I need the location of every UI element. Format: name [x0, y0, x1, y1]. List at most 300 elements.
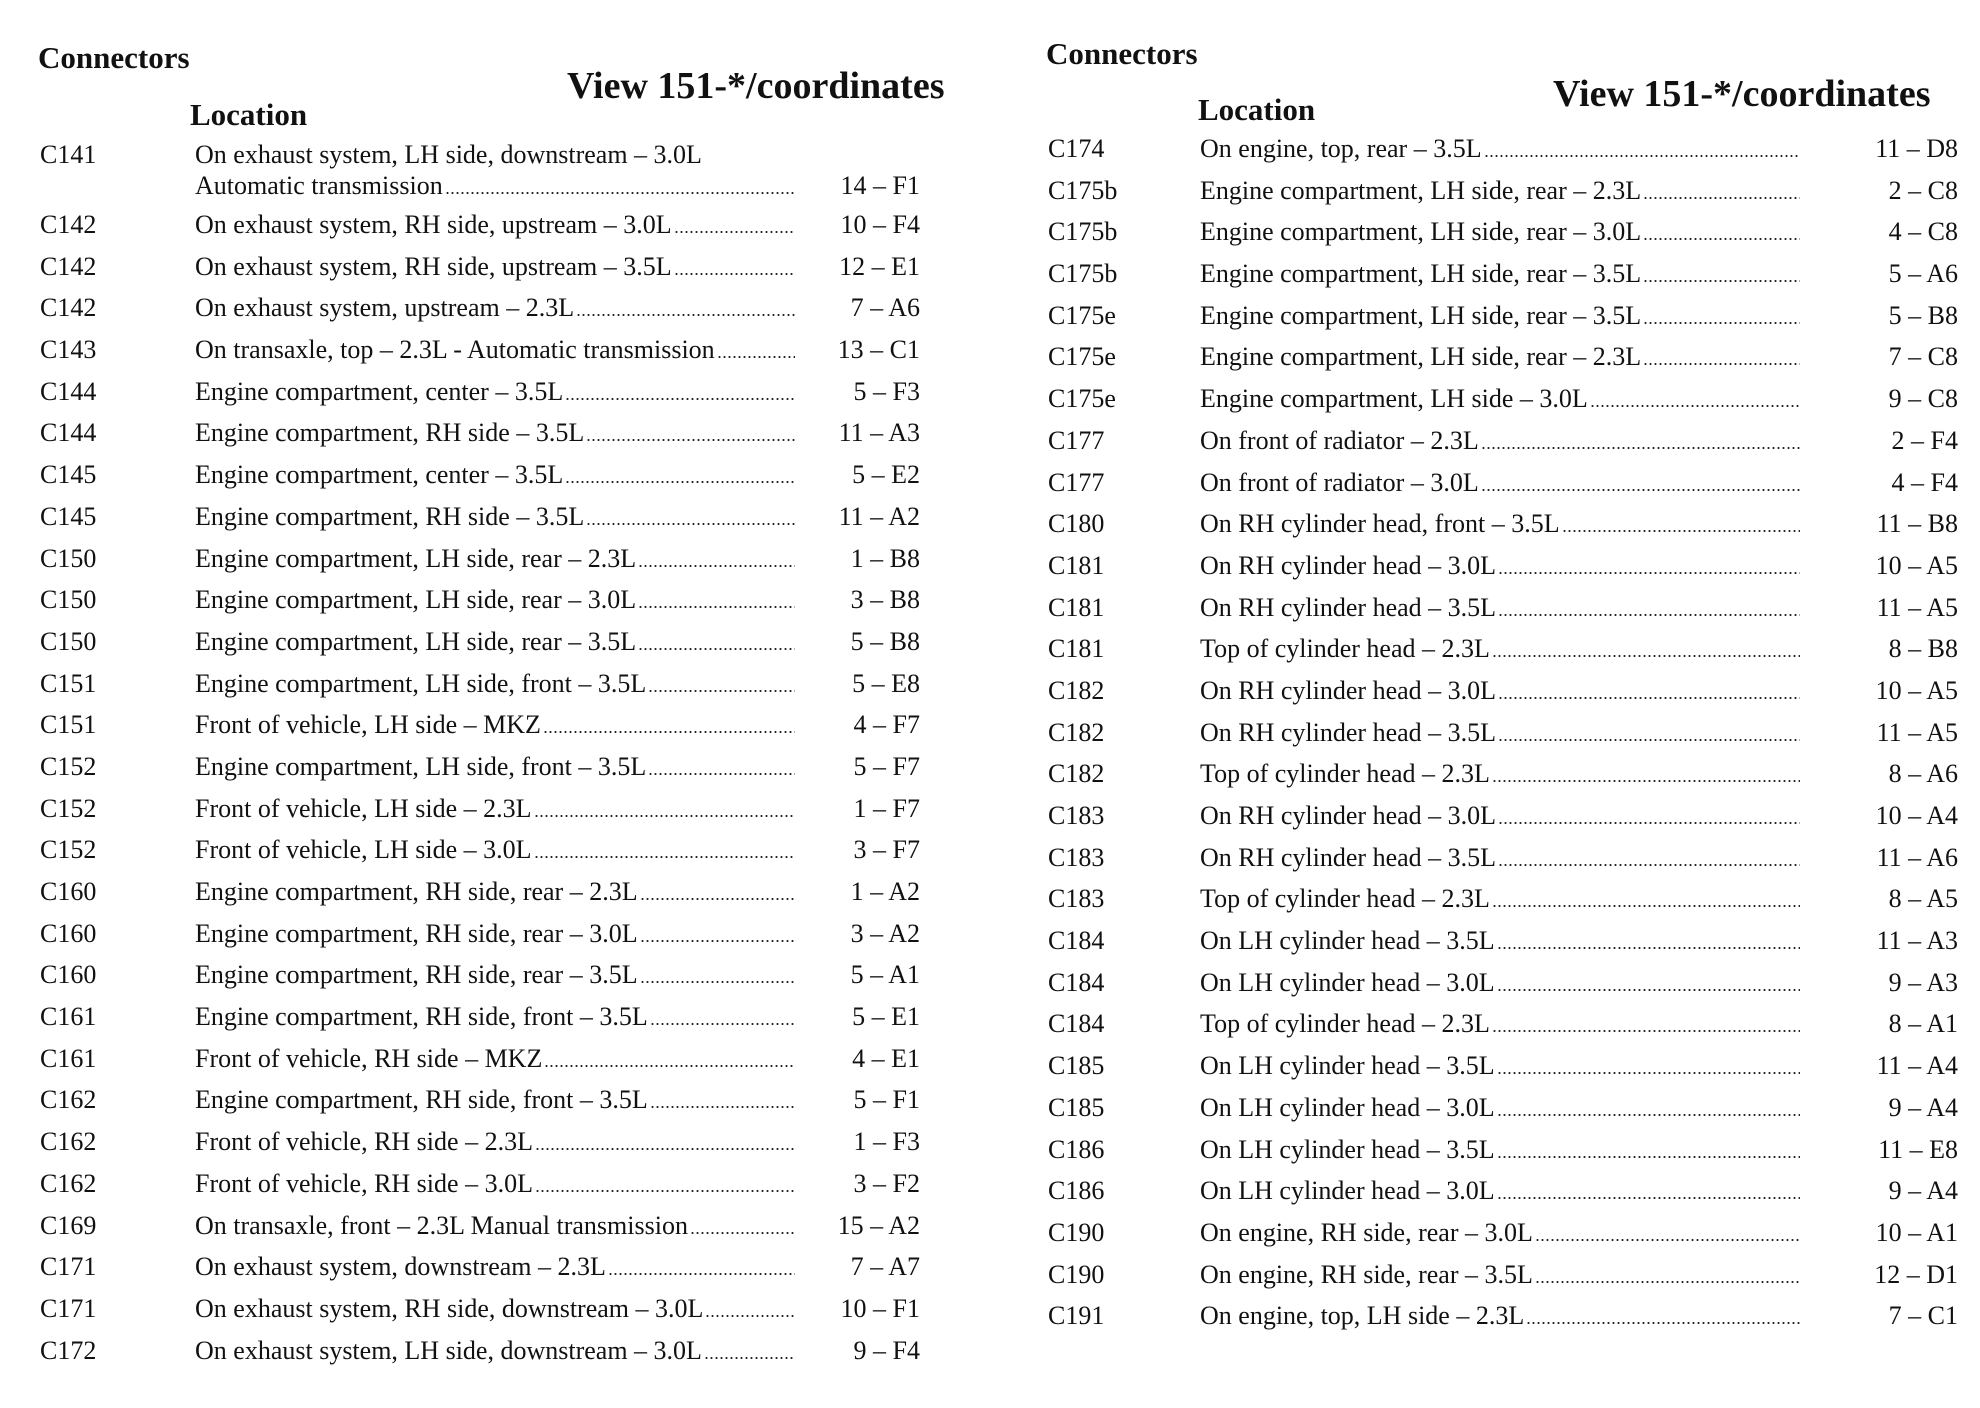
location-text: Engine compartment, LH side, rear – 2.3L — [195, 543, 637, 573]
view-coordinate: 8 – A6 — [1888, 759, 1958, 789]
connector-row — [1048, 1259, 1960, 1290]
location-text: Engine compartment, RH side, rear – 3.0L — [195, 918, 638, 948]
connector-row — [1048, 1050, 1960, 1081]
connector-code: C161 — [40, 1002, 97, 1032]
connector-code: C181 — [1048, 592, 1105, 622]
connector-code: C169 — [40, 1210, 97, 1240]
dot-leader — [648, 773, 795, 775]
connector-row — [1048, 258, 1960, 289]
connector-code: C150 — [40, 543, 97, 573]
connector-code: C181 — [1048, 634, 1105, 664]
connector-location — [195, 1293, 795, 1324]
view-coordinate: 12 – D1 — [1874, 1259, 1958, 1289]
dot-leader — [638, 565, 795, 567]
connector-row — [1048, 758, 1960, 789]
connector-row — [40, 751, 950, 782]
connector-row — [1048, 800, 1960, 831]
connector-location — [1200, 675, 1800, 706]
connector-location — [195, 543, 795, 574]
connector-code: C184 — [1048, 926, 1105, 956]
connector-code: C162 — [40, 1127, 97, 1157]
connector-location — [195, 1335, 795, 1366]
location-text: On exhaust system, upstream – 2.3L — [195, 293, 575, 323]
view-coordinate: 5 – E1 — [852, 1002, 920, 1032]
location-header: Location — [1198, 92, 1316, 127]
connector-row — [1048, 1300, 1960, 1331]
dot-leader — [1497, 1114, 1800, 1116]
dot-leader — [544, 1065, 795, 1067]
view-coordinate: 1 – F7 — [853, 793, 920, 823]
connector-row — [1048, 1008, 1960, 1039]
connector-location — [1200, 1008, 1800, 1039]
connector-code: C172 — [40, 1335, 97, 1365]
connector-code: C142 — [40, 251, 97, 281]
view-coordinate: 1 – A2 — [850, 877, 920, 906]
view-coordinate: 3 – F7 — [853, 835, 920, 865]
location-text: Engine compartment, LH side, rear – 3.0L — [195, 585, 637, 615]
connector-row — [40, 459, 950, 490]
connector-location — [1200, 1134, 1800, 1165]
connector-location — [195, 918, 795, 949]
location-text: On exhaust system, RH side, upstream – 3.5L — [195, 251, 672, 281]
connector-row — [1048, 467, 1960, 498]
connector-location — [1200, 216, 1800, 247]
connector-row — [1048, 508, 1960, 539]
location-text: On exhaust system, RH side, upstream – 3.0L — [195, 210, 672, 239]
location-text: Engine compartment, LH side, front – 3.5L — [195, 668, 647, 698]
view-coordinate: 10 – A1 — [1875, 1217, 1958, 1247]
dot-leader — [534, 815, 796, 817]
connector-code: C145 — [40, 460, 97, 490]
connector-location — [1200, 133, 1800, 164]
dot-leader — [1535, 1239, 1800, 1241]
view-coordinate: 10 – A4 — [1875, 801, 1958, 830]
location-text: On RH cylinder head – 3.5L — [1200, 717, 1497, 747]
connector-code: C160 — [40, 918, 97, 948]
connector-code: C151 — [40, 710, 97, 740]
connector-code: C144 — [40, 376, 97, 406]
location-text-line — [195, 170, 795, 201]
connector-code: C152 — [40, 793, 97, 823]
view-coordinate: 7 – C1 — [1888, 1301, 1958, 1331]
connector-location — [195, 1168, 795, 1199]
connector-code: C162 — [40, 1085, 97, 1115]
connector-code: C177 — [1048, 425, 1105, 455]
connector-location — [195, 501, 795, 532]
location-text: Top of cylinder head – 2.3L — [1200, 1009, 1490, 1039]
dot-leader — [1643, 363, 1800, 365]
connector-row — [40, 501, 950, 532]
connector-location — [1200, 633, 1800, 664]
view-coordinate: 13 – C1 — [837, 335, 920, 365]
connector-row — [40, 1001, 950, 1032]
dot-leader — [638, 606, 795, 608]
connector-code: C182 — [1048, 759, 1105, 789]
dot-leader — [1562, 530, 1800, 532]
dot-leader — [1643, 197, 1800, 199]
connector-code: C182 — [1048, 675, 1105, 705]
connector-row — [1048, 383, 1960, 414]
dot-leader — [1492, 1030, 1800, 1032]
connector-row — [1048, 1217, 1960, 1248]
connector-location — [1200, 1175, 1800, 1206]
connector-location — [195, 292, 795, 323]
connector-location — [1200, 925, 1800, 956]
dot-leader — [1484, 155, 1800, 157]
connector-code: C183 — [1048, 842, 1105, 872]
view-coordinate: 9 – A4 — [1888, 1092, 1958, 1122]
connector-location — [195, 459, 795, 490]
connector-row — [40, 1126, 950, 1157]
connector-row — [40, 1210, 950, 1241]
location-text: Engine compartment, LH side, rear – 3.0L — [1200, 217, 1642, 247]
view-coordinate: 4 – F4 — [1891, 467, 1958, 497]
connector-code: C175b — [1048, 175, 1118, 205]
view-coordinate: 5 – B8 — [1888, 300, 1958, 330]
connector-code: C161 — [40, 1043, 97, 1073]
connector-location — [1200, 1092, 1800, 1123]
location-text: On LH cylinder head – 3.0L — [1200, 967, 1495, 997]
connector-location — [1200, 842, 1800, 873]
location-text: Top of cylinder head – 2.3L — [1200, 884, 1490, 914]
connector-row — [40, 834, 950, 865]
view-coordinate: 5 – A6 — [1888, 259, 1958, 289]
dot-leader — [1497, 1197, 1800, 1199]
connector-code: C184 — [1048, 1009, 1105, 1039]
dot-leader — [576, 314, 795, 316]
location-text: Engine compartment, LH side, rear – 2.3L — [1200, 342, 1642, 372]
connector-location — [195, 139, 795, 201]
connector-row — [40, 209, 950, 240]
location-text: On transaxle, front – 2.3L Manual transmission — [195, 1210, 688, 1240]
dot-leader — [1498, 739, 1800, 741]
view-coordinates-header: View 151-*/coordinates — [567, 65, 945, 107]
connector-location — [195, 1084, 795, 1115]
connector-row — [40, 292, 950, 323]
location-text: Front of vehicle, RH side – 3.0L — [195, 1168, 533, 1198]
dot-leader — [535, 1148, 795, 1150]
connector-row — [1048, 133, 1960, 164]
location-text: Engine compartment, LH side, front – 3.5L — [195, 751, 647, 781]
connector-code: C171 — [40, 1252, 97, 1282]
connector-code: C190 — [1048, 1259, 1105, 1289]
connector-location — [195, 1210, 795, 1241]
connector-location — [195, 376, 795, 407]
location-text: Front of vehicle, RH side – MKZ — [195, 1043, 543, 1073]
location-text: Front of vehicle, LH side – 2.3L — [195, 793, 532, 823]
location-text: On RH cylinder head, front – 3.5L — [1200, 509, 1560, 539]
connector-row — [1048, 300, 1960, 331]
connector-location — [195, 834, 795, 865]
view-coordinate: 11 – A3 — [1876, 926, 1958, 956]
connector-location — [195, 1001, 795, 1032]
view-coordinate: 5 – F1 — [853, 1085, 920, 1115]
location-text: On exhaust system, RH side, downstream – 3.0L — [195, 1293, 704, 1323]
connector-row — [40, 376, 950, 407]
connector-code: C184 — [1048, 967, 1105, 997]
connector-code: C150 — [40, 585, 97, 615]
connector-row — [1048, 550, 1960, 581]
location-text: On LH cylinder head – 3.0L — [1200, 1092, 1495, 1122]
dot-leader — [535, 1190, 795, 1192]
location-text: On LH cylinder head – 3.5L — [1200, 926, 1495, 956]
connectors-header: Connectors — [38, 40, 190, 75]
connector-location — [195, 793, 795, 824]
dot-leader — [674, 273, 795, 275]
dot-leader — [1498, 697, 1800, 699]
connector-location — [195, 626, 795, 657]
connector-row — [1048, 883, 1960, 914]
connector-location — [1200, 175, 1800, 206]
dot-leader — [1498, 614, 1800, 616]
view-coordinate: 11 – B8 — [1876, 509, 1958, 539]
connector-row — [40, 334, 950, 365]
connector-location — [1200, 258, 1800, 289]
connector-location — [1200, 300, 1800, 331]
connector-row — [40, 959, 950, 990]
view-coordinate: 11 – A3 — [838, 418, 920, 448]
location-text: Top of cylinder head – 2.3L — [1200, 759, 1490, 789]
dot-leader — [1492, 905, 1800, 907]
view-coordinate: 7 – A7 — [850, 1252, 920, 1282]
connector-code: C175b — [1048, 217, 1118, 247]
location-text: On engine, top, rear – 3.5L — [1200, 134, 1482, 163]
dot-leader — [1498, 572, 1800, 574]
connector-code: C183 — [1048, 884, 1105, 914]
dot-leader — [1492, 780, 1800, 782]
dot-leader — [1498, 822, 1800, 824]
connector-location — [1200, 883, 1800, 914]
connector-location — [1200, 1259, 1800, 1290]
connector-code: C142 — [40, 210, 97, 239]
connector-row — [1048, 967, 1960, 998]
view-coordinate: 8 – A5 — [1888, 884, 1958, 914]
dot-leader — [717, 356, 795, 358]
connector-row — [40, 876, 950, 907]
connector-row — [40, 793, 950, 824]
view-coordinate: 9 – C8 — [1888, 384, 1958, 414]
connector-location — [1200, 467, 1800, 498]
connector-code: C143 — [40, 335, 97, 365]
connector-location — [1200, 1217, 1800, 1248]
connector-code: C185 — [1048, 1092, 1105, 1122]
connector-code: C150 — [40, 626, 97, 656]
view-coordinate: 14 – F1 — [840, 171, 920, 200]
connector-location — [195, 584, 795, 615]
connector-row — [1048, 925, 1960, 956]
location-text: On engine, RH side, rear – 3.0L — [1200, 1217, 1533, 1247]
connector-row — [1048, 842, 1960, 873]
connector-row — [40, 1251, 950, 1282]
dot-leader — [608, 1273, 795, 1275]
view-coordinate: 7 – A6 — [850, 293, 920, 323]
location-text: On RH cylinder head – 3.5L — [1200, 842, 1497, 872]
location-text: On LH cylinder head – 3.0L — [1200, 1176, 1495, 1206]
dot-leader — [650, 1023, 795, 1025]
location-text: Engine compartment, RH side – 3.5L — [195, 501, 585, 531]
location-text: Engine compartment, LH side, rear – 2.3L — [1200, 175, 1642, 205]
connector-row — [1048, 633, 1960, 664]
connector-code: C174 — [1048, 134, 1105, 163]
dot-leader — [640, 940, 795, 942]
connector-row — [40, 918, 950, 949]
view-coordinate: 9 – F4 — [853, 1335, 920, 1365]
dot-leader — [648, 690, 795, 692]
dot-leader — [1497, 947, 1800, 949]
location-text: Engine compartment, LH side – 3.0L — [1200, 384, 1588, 414]
dot-leader — [445, 192, 795, 194]
view-coordinate: 5 – E2 — [852, 460, 920, 490]
view-coordinate: 15 – A2 — [837, 1210, 920, 1240]
connectors-header: Connectors — [1046, 36, 1198, 71]
location-text: Front of vehicle, LH side – MKZ — [195, 710, 541, 740]
view-coordinate: 10 – F1 — [840, 1293, 920, 1323]
location-text: On RH cylinder head – 3.0L — [1200, 675, 1497, 705]
connector-code: C145 — [40, 501, 97, 531]
dot-leader — [638, 648, 795, 650]
connector-location — [195, 334, 795, 365]
connector-location — [1200, 341, 1800, 372]
connector-location — [195, 668, 795, 699]
dot-leader — [586, 523, 795, 525]
view-coordinate: 11 – D8 — [1875, 134, 1958, 163]
connector-row — [1048, 717, 1960, 748]
connector-code: C175e — [1048, 384, 1116, 414]
connector-row — [40, 1084, 950, 1115]
connector-row — [1048, 675, 1960, 706]
location-text: On RH cylinder head – 3.0L — [1200, 550, 1497, 580]
dot-leader — [640, 898, 795, 900]
connector-list — [1048, 133, 1960, 1342]
location-text: On transaxle, top – 2.3L - Automatic transmission — [195, 335, 715, 365]
view-coordinate: 11 – A5 — [1876, 592, 1958, 622]
view-coordinate: 3 – B8 — [850, 585, 920, 615]
dot-leader — [1492, 655, 1800, 657]
connector-location — [1200, 717, 1800, 748]
connector-location — [195, 1126, 795, 1157]
connector-location — [1200, 1300, 1800, 1331]
connector-row — [40, 251, 950, 282]
connector-location — [195, 209, 795, 240]
location-text: On LH cylinder head – 3.5L — [1200, 1051, 1495, 1081]
connector-row — [1048, 175, 1960, 206]
view-coordinate: 11 – A5 — [1876, 717, 1958, 747]
connector-code: C160 — [40, 877, 97, 906]
view-coordinate: 3 – F2 — [853, 1168, 920, 1198]
location-text: Engine compartment, LH side, rear – 3.5L — [1200, 300, 1642, 330]
dot-leader — [1643, 280, 1800, 282]
connector-code: C175e — [1048, 342, 1116, 372]
connector-location — [195, 1043, 795, 1074]
view-coordinate: 11 – A6 — [1876, 842, 1958, 872]
view-coordinate: 4 – F7 — [853, 710, 920, 740]
connector-row — [40, 668, 950, 699]
view-coordinate: 8 – A1 — [1888, 1009, 1958, 1039]
connector-row — [1048, 1175, 1960, 1206]
dot-leader — [543, 731, 795, 733]
connector-code: C152 — [40, 835, 97, 865]
connector-code: C142 — [40, 293, 97, 323]
dot-leader — [1481, 447, 1800, 449]
dot-leader — [1481, 489, 1800, 491]
connector-code: C186 — [1048, 1176, 1105, 1206]
connector-row — [40, 417, 950, 448]
view-coordinate: 10 – A5 — [1875, 550, 1958, 580]
location-text: Top of cylinder head – 2.3L — [1200, 634, 1490, 664]
location-text: On RH cylinder head – 3.5L — [1200, 592, 1497, 622]
dot-leader — [704, 1357, 795, 1359]
dot-leader — [1497, 1072, 1800, 1074]
connector-row — [1048, 425, 1960, 456]
connector-code: C141 — [40, 140, 97, 169]
connector-location — [1200, 800, 1800, 831]
location-text: On front of radiator – 2.3L — [1200, 425, 1479, 455]
view-coordinates-header: View 151-*/coordinates — [1553, 73, 1931, 115]
dot-leader — [565, 398, 795, 400]
connector-list — [40, 139, 950, 1376]
view-coordinate: 12 – E1 — [839, 251, 920, 281]
connector-location — [1200, 1050, 1800, 1081]
connector-code: C151 — [40, 668, 97, 698]
connector-code: C180 — [1048, 509, 1105, 539]
connector-code: C152 — [40, 751, 97, 781]
location-text: Engine compartment, RH side, rear – 2.3L — [195, 877, 638, 906]
dot-leader — [1526, 1322, 1800, 1324]
dot-leader — [1497, 1156, 1800, 1158]
connector-row — [1048, 592, 1960, 623]
view-coordinate: 3 – A2 — [850, 918, 920, 948]
dot-leader — [650, 1106, 795, 1108]
connector-code: C171 — [40, 1293, 97, 1323]
connector-code: C191 — [1048, 1301, 1105, 1331]
connector-location — [1200, 758, 1800, 789]
view-coordinate: 10 – A5 — [1875, 675, 1958, 705]
location-text: On engine, RH side, rear – 3.5L — [1200, 1259, 1533, 1289]
connector-row — [40, 139, 950, 201]
location-text: Front of vehicle, LH side – 3.0L — [195, 835, 532, 865]
dot-leader — [1590, 405, 1800, 407]
connector-row — [40, 1335, 950, 1366]
connector-code: C183 — [1048, 801, 1105, 830]
location-text: Engine compartment, RH side, front – 3.5L — [195, 1085, 648, 1115]
connector-location — [1200, 383, 1800, 414]
view-coordinate: 11 – E8 — [1878, 1134, 1958, 1164]
location-text: Engine compartment, RH side – 3.5L — [195, 418, 585, 448]
connector-row — [40, 584, 950, 615]
view-coordinate: 1 – B8 — [850, 543, 920, 573]
connector-row — [40, 709, 950, 740]
dot-leader — [586, 439, 795, 441]
dot-leader — [1497, 989, 1800, 991]
location-text: Engine compartment, RH side, front – 3.5L — [195, 1002, 648, 1032]
location-text: Engine compartment, LH side, rear – 3.5L — [195, 626, 637, 656]
dot-leader — [565, 481, 795, 483]
connector-location — [1200, 967, 1800, 998]
view-coordinate: 11 – A4 — [1876, 1051, 1958, 1081]
connector-code: C182 — [1048, 717, 1105, 747]
location-text-line: On exhaust system, LH side, downstream – 3.0L — [195, 140, 702, 169]
connector-code: C190 — [1048, 1217, 1105, 1247]
dot-leader — [1498, 864, 1800, 866]
connector-location — [1200, 592, 1800, 623]
connector-code: C186 — [1048, 1134, 1105, 1164]
connector-code: C185 — [1048, 1051, 1105, 1081]
connector-row — [40, 1168, 950, 1199]
connector-code: C175b — [1048, 259, 1118, 289]
view-coordinate: 1 – F3 — [853, 1127, 920, 1157]
connector-location — [195, 1251, 795, 1282]
location-text: Engine compartment, center – 3.5L — [195, 376, 564, 406]
